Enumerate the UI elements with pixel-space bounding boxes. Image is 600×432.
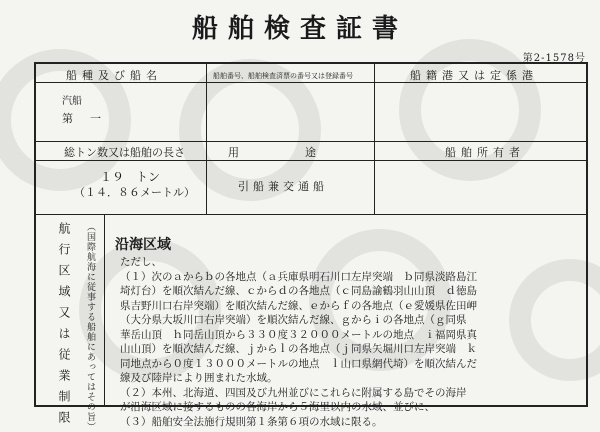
document-title: 船舶検査証書 bbox=[191, 14, 408, 44]
length-value: （１４．８６メートル） bbox=[74, 186, 195, 199]
condition-line: （３）船舶安全法施行規則第１条第６項の水域に限る。 bbox=[120, 415, 383, 428]
row1-rule bbox=[34, 141, 588, 142]
vessel-type: 汽船 bbox=[62, 96, 82, 107]
row3-rule bbox=[34, 214, 588, 215]
use-label: 用 途 bbox=[228, 146, 316, 159]
condition-line: （１）次のａからｂの各地点（ａ兵庫県明石川口左岸突端 ｂ同県淡路島江 bbox=[120, 270, 477, 283]
condition-line: （２）本州、北海道、四国及び九州並びにこれらに附属する島でその海岸 bbox=[120, 386, 467, 399]
tonnage-value: １９ トン bbox=[100, 170, 161, 184]
col2-rule bbox=[374, 62, 375, 214]
condition-line: が沿海区域に接するものの各海岸から５海里以内の水域、並びに、 bbox=[120, 401, 435, 413]
header-name-type: 船種及び船名 bbox=[66, 69, 162, 82]
certificate-number: 第2-1578号 bbox=[522, 53, 586, 64]
owner-label: 船舶所有者 bbox=[445, 146, 525, 159]
condition-line: 埼灯台）を順次結んだ線、ｃからｄの各地点（ｃ同島諭鶴羽山山頂 ｄ徳島 bbox=[120, 285, 477, 297]
condition-line: （大分県大坂川口右岸突端）を順次結んだ線、ｇからｉの各地点（ｇ同県 bbox=[120, 314, 467, 326]
tonnage-label: 総トン数又は船舶の長さ bbox=[64, 146, 185, 159]
header-port: 船籍港又は定係港 bbox=[410, 69, 538, 82]
navigation-side-note: （国際航海に従事する船舶にあってはその旨） bbox=[85, 222, 95, 432]
header-ship-number: 船舶番号、船舶検査済票の番号又は登録番号 bbox=[213, 72, 353, 80]
use-value: 引船兼交通船 bbox=[238, 180, 328, 193]
navigation-area-name: 沿海区域 bbox=[115, 237, 171, 253]
condition-line: 同地点から０度１３０００メートルの地点 ｌ山口県網代埼）を順次結んだ bbox=[120, 357, 477, 370]
col1-rule bbox=[206, 62, 207, 214]
vessel-name: 第 一 bbox=[62, 112, 104, 125]
navigation-conditions bbox=[120, 255, 586, 429]
condition-line: ただし、 bbox=[120, 256, 162, 268]
nav-col-rule bbox=[104, 214, 105, 407]
navigation-side-label: 航行区域又は従業制限 bbox=[57, 222, 71, 432]
condition-line: 山山頂）を順次結んだ線、ｊからｌの各地点（ｊ同県矢堀川口左岸突端 ｋ bbox=[120, 343, 477, 355]
condition-line: 線及び陸岸により囲まれた水域。 bbox=[120, 372, 278, 384]
row2-rule bbox=[34, 160, 588, 161]
condition-line: 華岳山頂 ｈ同岳山頂から３３０度３２０００メートルの地点 ｉ福岡県真 bbox=[120, 328, 477, 341]
condition-line: 県吉野川口右岸突端）を順次結んだ線、ｅからｆの各地点（ｅ愛媛県佐田岬 bbox=[120, 299, 477, 312]
